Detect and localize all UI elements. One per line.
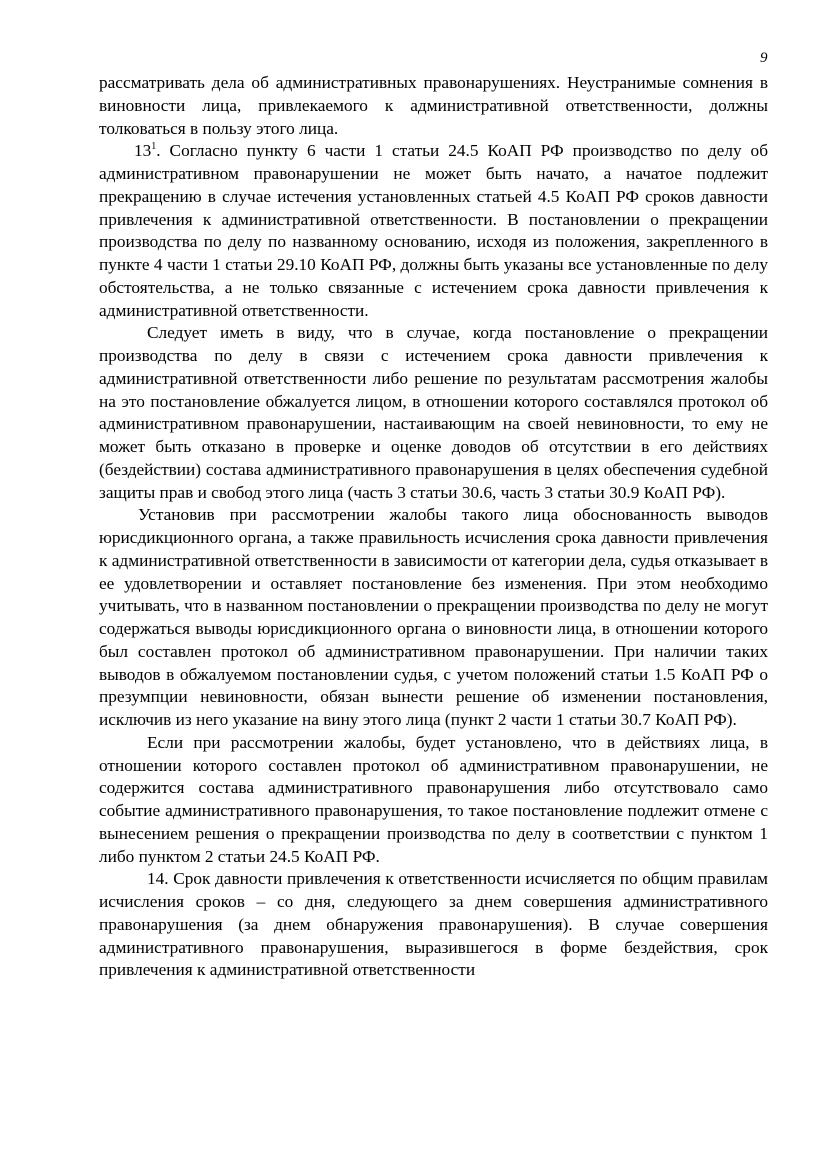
paragraph-14: 14. Срок давности привлечения к ответственности исчисляется по общим правилам исчисления сроков – со дня, следующего за днем совершения административного правонарушения (за днем обнаружения правонарушения). В случае совершения административного правонарушения, выразившегося в форме бездействия, срок привлечения к административной ответственности	[99, 869, 768, 980]
paragraph-cancellation: Если при рассмотрении жалобы, будет установлено, что в действиях лица, в отношении которого составлен протокол об административном правонарушении, не содержится состава административного правонарушения либо отсутствовало само событие административного правонарушения, то такое постановление подлежит отмене с вынесением решения о прекращении производства по делу в соответствии с пунктом 1 либо пунктом 2 статьи 24.5 КоАП РФ.	[99, 732, 768, 866]
page-number: 9	[760, 50, 768, 66]
paragraph-text: . Согласно пункту 6 части 1 статьи 24.5 КоАП РФ производство по делу об административном правонарушении не может быть начато, а начатое подлежит прекращению в случае истечения установленных статьей 4.5 КоАП РФ сроков давности привлечения к административной ответственности. В постановлении о прекращении производства по делу по названному основанию, исходя из положения, закрепленного в пункте 4 части 1 статьи 29.10 КоАП РФ, должны быть указаны все установленные по делу обстоятельства, а не только связанные с истечением срока давности привлечения к административной ответственности.	[99, 141, 768, 320]
paragraph-number-superscript: 1	[151, 141, 157, 153]
paragraph-statute-of-limitations-appeal: Следует иметь в виду, что в случае, когда постановление о прекращении производства по делу в связи с истечением срока давности привлечения к административной ответственности либо решение по результатам рассмотрения жалобы на это постановление обжалуется лицом, в отношении которого составлялся протокол об административном правонарушении, настаивающим на своей невиновности, то ему не может быть отказано в проверке и оценке доводов об отсутствии в его действиях (бездействии) состава административного правонарушения в целях обеспечения судебной защиты прав и свобод этого лица (часть 3 статьи 30.6, часть 3 статьи 30.9 КоАП РФ).	[99, 323, 768, 502]
paragraph-13-1	[99, 140, 768, 322]
paragraph-appeal-review: Установив при рассмотрении жалобы такого лица обоснованность выводов юрисдикционного органа, а также правильность исчисления срока давности привлечения к административной ответственности в зависимости от категории дела, судья отказывает в ее удовлетворении и оставляет постановление без изменения. При этом необходимо учитывать, что в названном постановлении о прекращении производства по делу не могут содержаться выводы юрисдикционного органа о виновности лица, в отношении которого был составлен протокол об административном правонарушении. При наличии таких выводов в обжалуемом постановлении судья, с учетом положений статьи 1.5 КоАП РФ о презумпции невиновности, обязан вынести решение об изменении постановления, исключив из него указание на вину этого лица (пункт 2 части 1 статьи 30.7 КоАП РФ).	[99, 505, 768, 729]
paragraph-continuation: рассматривать дела об административных правонарушениях. Неустранимые сомнения в виновности лица, привлекаемого к административной ответственности, должны толковаться в пользу этого лица.	[99, 73, 768, 138]
document-body	[99, 72, 768, 982]
paragraph-number: 13	[134, 141, 152, 161]
